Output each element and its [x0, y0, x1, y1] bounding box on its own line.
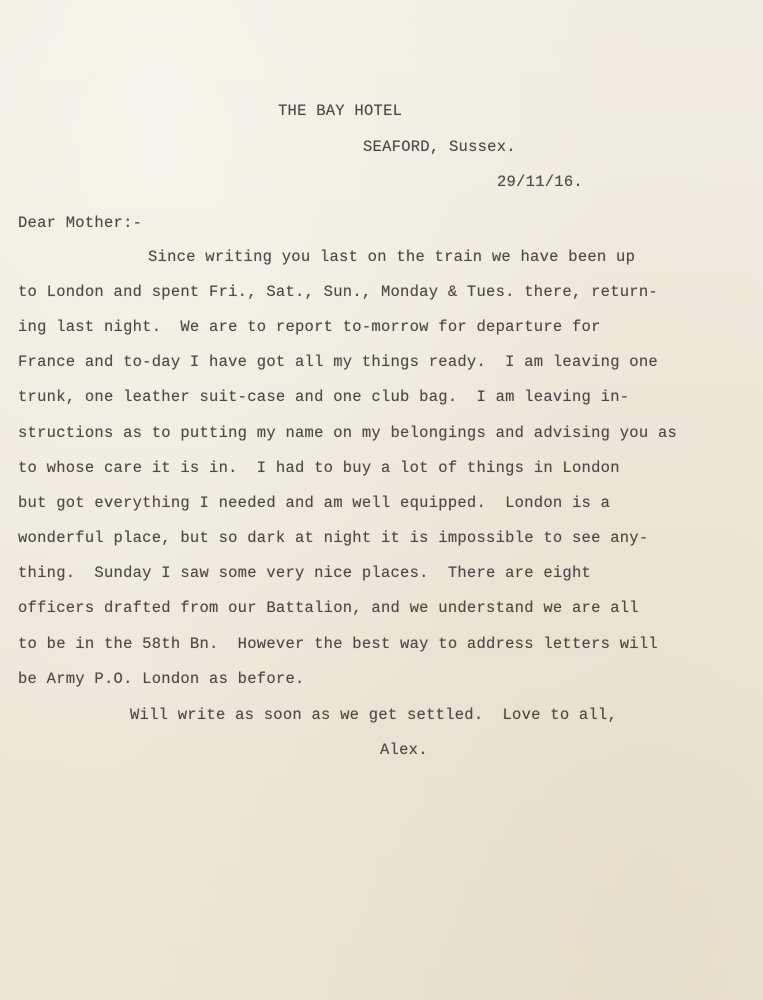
- body-line: trunk, one leather suit-case and one club bag. I am leaving in-: [18, 388, 630, 406]
- body-line: wonderful place, but so dark at night it is impossible to see any-: [18, 529, 649, 547]
- body-line: to be in the 58th Bn. However the best way to address letters will: [18, 635, 658, 653]
- signature: Alex.: [380, 741, 428, 759]
- body-line: be Army P.O. London as before.: [18, 670, 305, 688]
- body-line: to London and spent Fri., Sat., Sun., Monday & Tues. there, return-: [18, 283, 658, 301]
- closing-line: Will write as soon as we get settled. Love to all,: [130, 706, 618, 724]
- body-line: Since writing you last on the train we have been up: [148, 248, 636, 266]
- letter-date: 29/11/16.: [497, 173, 583, 191]
- body-line: officers drafted from our Battalion, and we understand we are all: [18, 599, 639, 617]
- body-line: but got everything I needed and am well equipped. London is a: [18, 494, 611, 512]
- body-line: France and to-day I have got all my things ready. I am leaving one: [18, 353, 658, 371]
- body-line: to whose care it is in. I had to buy a lot of things in London: [18, 459, 620, 477]
- letterhead-place: SEAFORD, Sussex.: [363, 138, 516, 156]
- body-line: ing last night. We are to report to-morrow for departure for: [18, 318, 601, 336]
- body-line: structions as to putting my name on my belongings and advising you as: [18, 424, 678, 442]
- letterhead-hotel: THE BAY HOTEL: [278, 102, 403, 120]
- body-line: thing. Sunday I saw some very nice places. There are eight: [18, 564, 592, 582]
- salutation: Dear Mother:-: [18, 214, 143, 232]
